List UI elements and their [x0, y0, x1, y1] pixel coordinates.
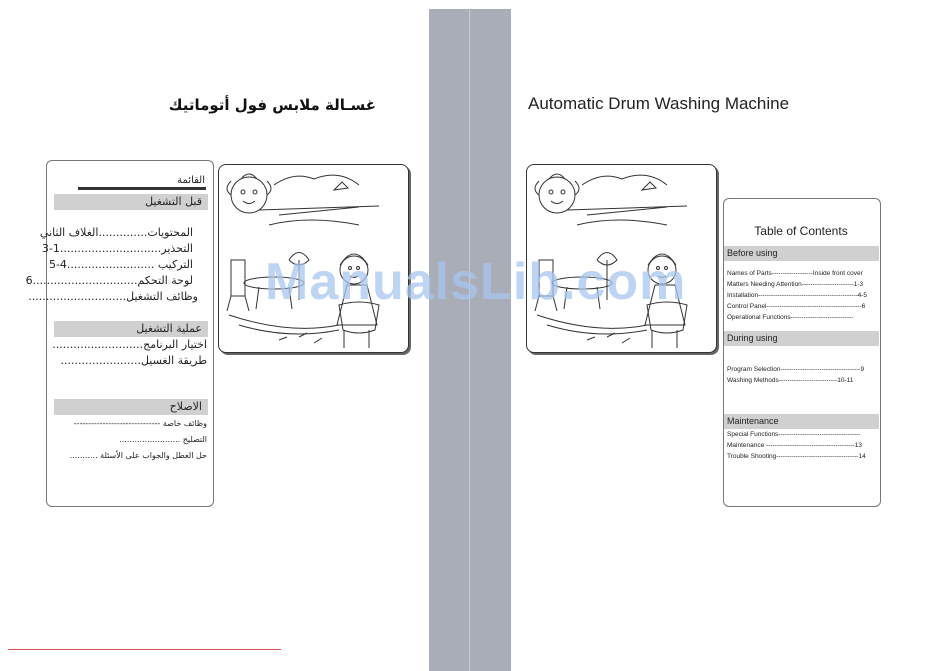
watermark-logo: ManualsLib.com	[265, 253, 687, 311]
toc-line[interactable]: Matters Needing Attention------------------------1-3	[727, 281, 864, 288]
arabic-toc-line[interactable]: حل العطل والجواب على الأسئلة ...........	[69, 451, 207, 460]
arabic-toc-line[interactable]: وظائف خاصة ------------------------------	[73, 419, 207, 428]
section-maintenance: Maintenance	[724, 414, 879, 429]
arabic-toc-line[interactable]: وظائف التشغيل............................	[28, 290, 198, 303]
arabic-toc-line[interactable]: التصليح ........................	[119, 435, 207, 444]
arabic-toc-heading: القائمة	[177, 175, 205, 186]
english-toc-box	[723, 198, 881, 507]
toc-line[interactable]: Operational Functions-----------------------------	[727, 314, 854, 321]
english-title: Automatic Drum Washing Machine	[528, 94, 790, 113]
red-underline	[8, 649, 281, 650]
toc-line[interactable]: Maintenance -----------------------------------------13	[727, 442, 863, 449]
arabic-toc-line[interactable]: اختيار البرنامج..........................	[52, 338, 207, 351]
toc-line[interactable]: Names of Parts-------------------Inside front cover	[727, 270, 863, 277]
toc-line[interactable]: Control Panel--------------------------------------------6	[727, 303, 866, 310]
page-spine	[429, 9, 511, 671]
arabic-toc-line[interactable]: التركيب .........................4-5	[48, 258, 193, 271]
arabic-section-before: قبل التشغيل	[54, 194, 208, 210]
toc-line[interactable]: Program Selection-------------------------------------9	[727, 366, 865, 373]
arabic-toc-line[interactable]: طريقة الغسيل.......................	[60, 354, 207, 367]
spine-fold-line	[469, 9, 470, 671]
toc-title: Table of Contents	[754, 224, 848, 238]
toc-line[interactable]: Special Functions--------------------------------------	[727, 431, 861, 438]
arabic-section-during: عملية التشغيل	[54, 321, 208, 337]
toc-line[interactable]: Washing Methods---------------------------10-11	[727, 377, 854, 384]
arabic-toc-line[interactable]: لوحة التحكم..............................6	[25, 274, 193, 287]
section-during-using: During using	[724, 331, 879, 346]
arabic-section-maintenance: الاصلاح	[54, 399, 208, 415]
toc-line[interactable]: Installation----------------------------------------------4-5	[727, 292, 868, 299]
arabic-toc-line[interactable]: المحتويات..............الغلاف الثاني	[39, 226, 193, 239]
toc-divider	[78, 187, 206, 190]
section-before-using: Before using	[724, 246, 879, 261]
arabic-title: غسـالة ملابس فول أتوماتيك	[168, 96, 376, 114]
arabic-toc-line[interactable]: التحذير.............................1-3	[41, 242, 193, 255]
toc-line[interactable]: Trouble Shooting--------------------------------------14	[727, 453, 866, 460]
